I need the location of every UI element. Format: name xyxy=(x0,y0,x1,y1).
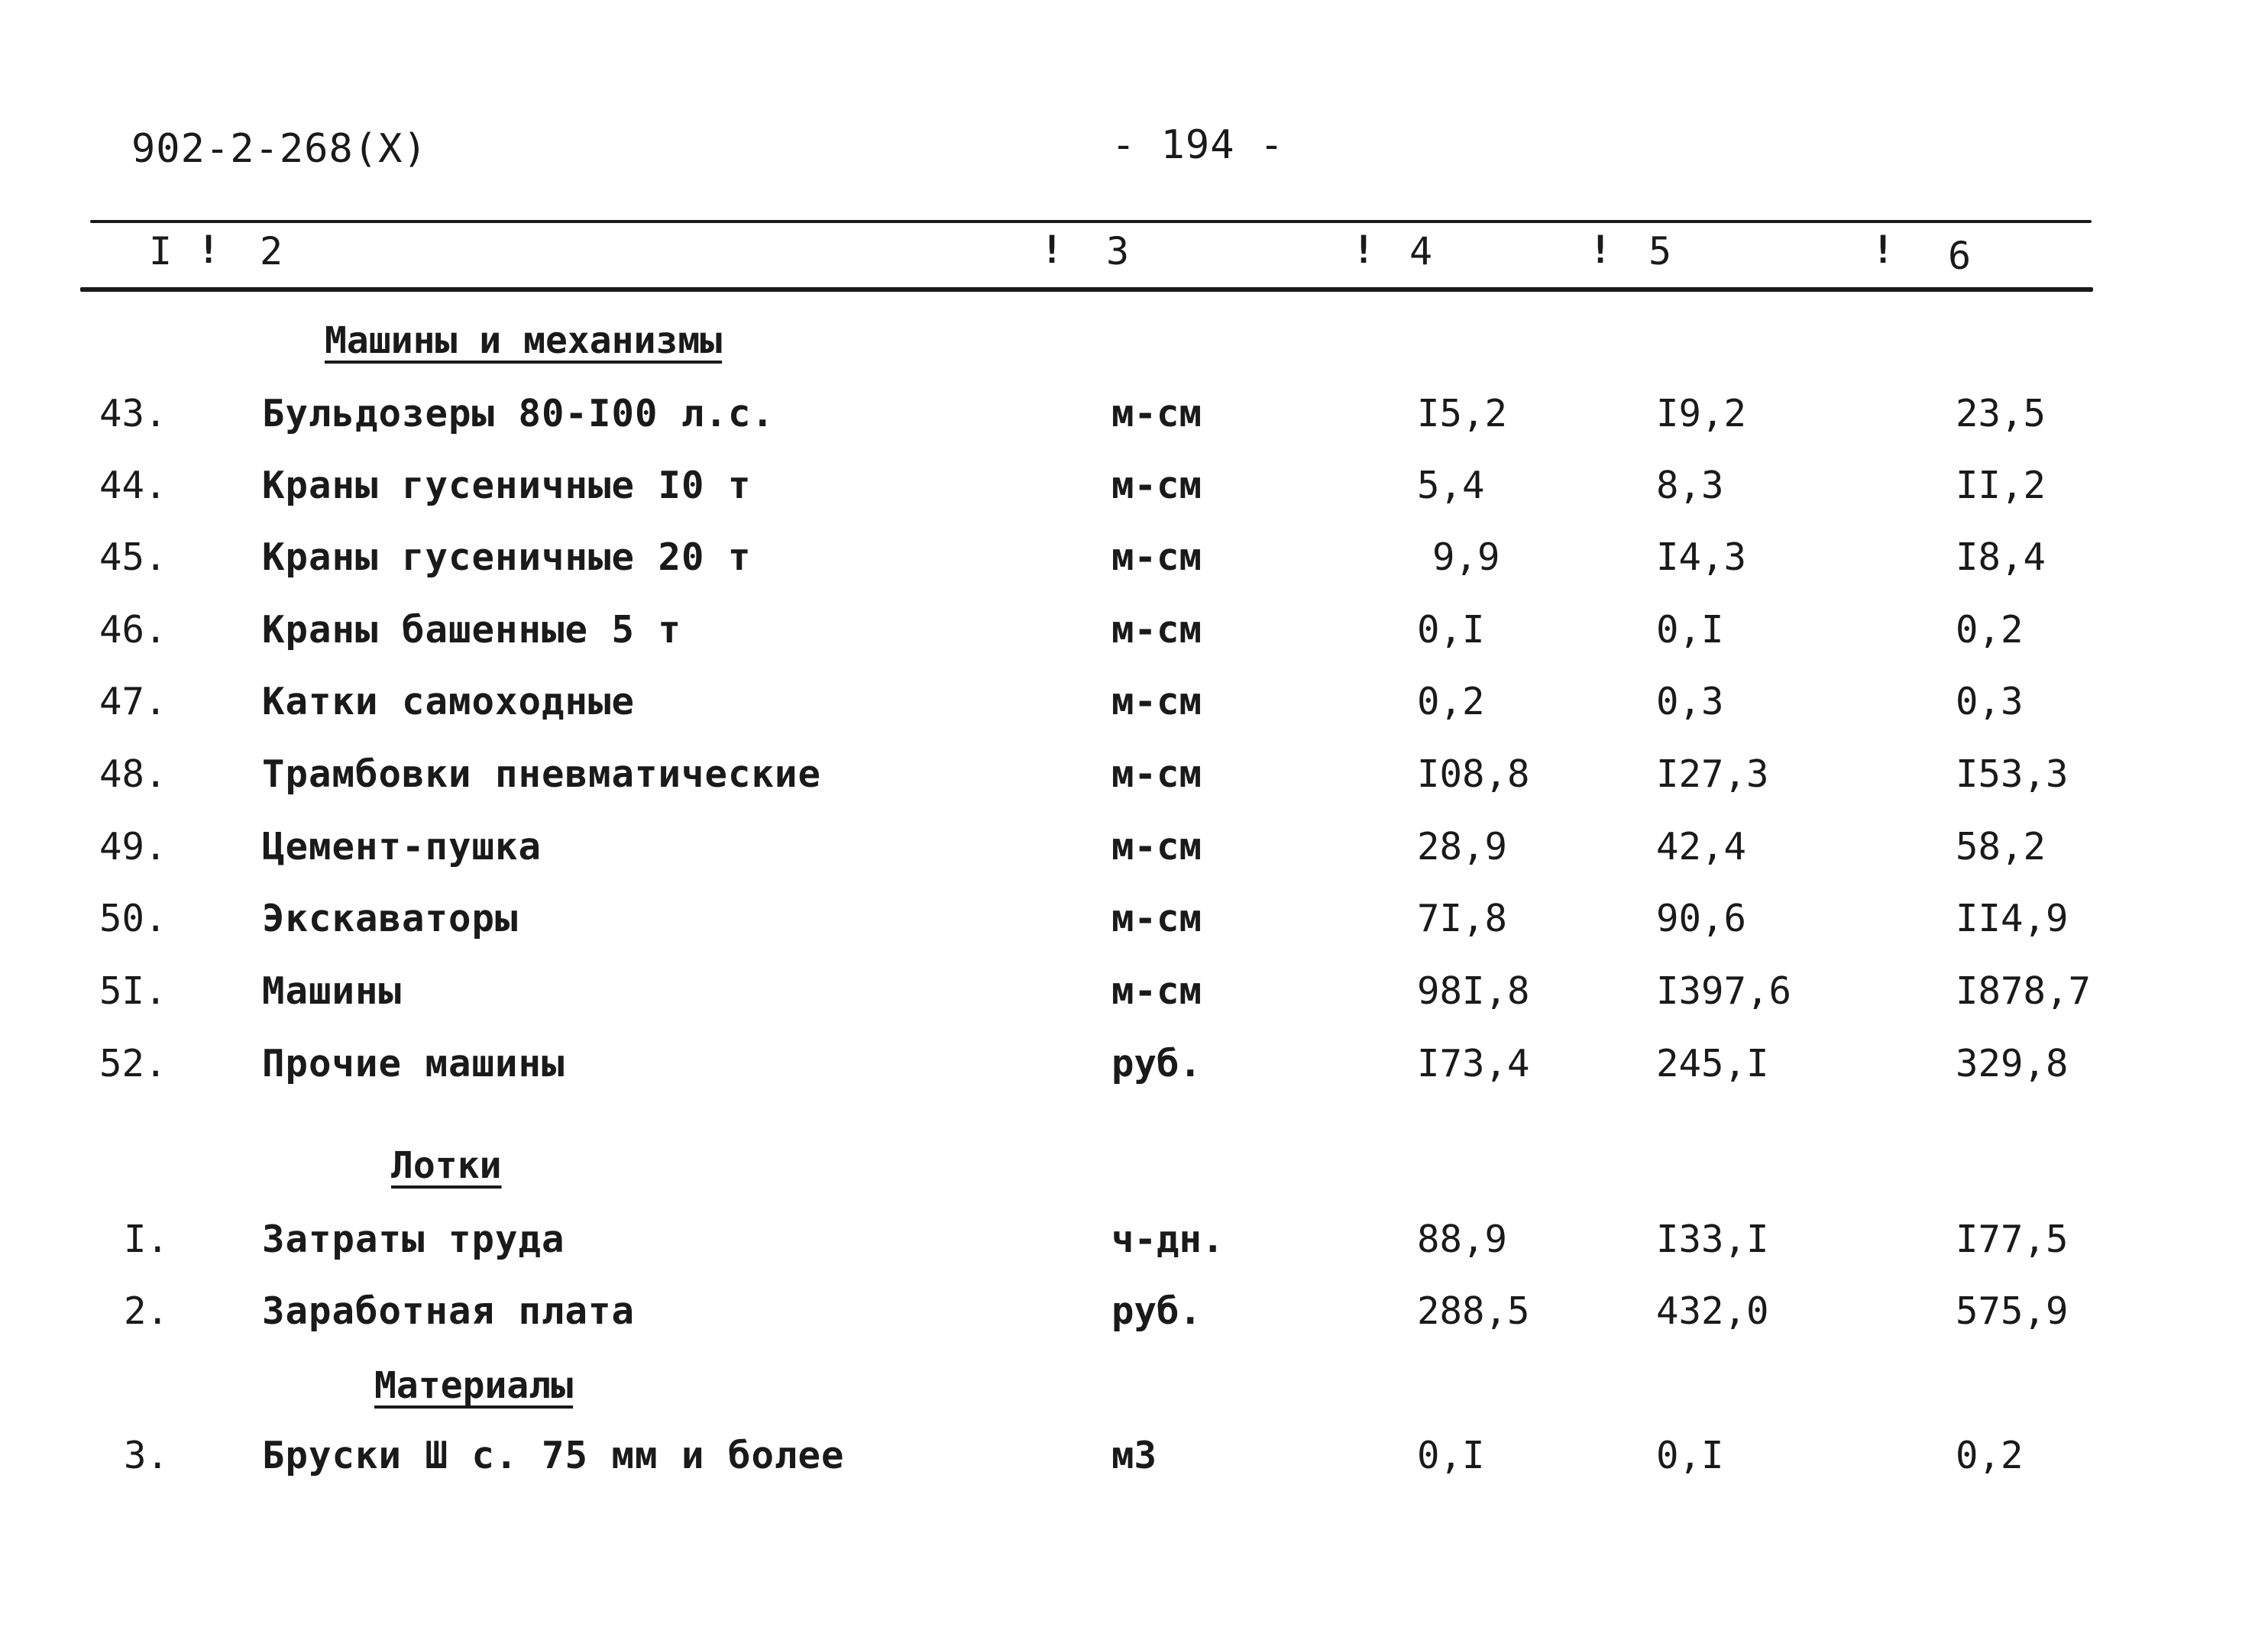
table-row xyxy=(0,897,2268,950)
row-value-col6: 23,5 xyxy=(1956,392,2046,435)
row-name: Бульдозеры 80-I00 л.с. xyxy=(262,392,775,435)
row-value-col5: 432,0 xyxy=(1656,1289,1769,1333)
row-unit: м-см xyxy=(1111,464,1202,507)
row-number: I. xyxy=(124,1218,170,1261)
row-value-col6: 0,3 xyxy=(1956,680,2024,723)
row-name: Бруски Ш с. 75 мм и более xyxy=(262,1434,845,1477)
column-header-4: 4 xyxy=(1409,229,1433,273)
row-number: 44. xyxy=(99,464,167,507)
row-unit: м-см xyxy=(1111,608,1202,652)
table-top-rule xyxy=(90,220,2092,223)
column-separator: ! xyxy=(1872,228,1895,272)
column-header-6: 6 xyxy=(1948,234,1972,278)
table-row xyxy=(0,1042,2268,1095)
document-code: 902-2-268(X) xyxy=(131,126,428,172)
column-separator: ! xyxy=(1589,228,1613,272)
row-value-col4: 9,9 xyxy=(1432,535,1500,579)
row-number: 47. xyxy=(99,680,167,723)
row-value-col6: 0,2 xyxy=(1956,608,2024,652)
section-title: Лотки xyxy=(391,1144,502,1187)
row-number: 52. xyxy=(99,1042,167,1085)
row-value-col4: 288,5 xyxy=(1417,1289,1530,1333)
row-value-col5: I397,6 xyxy=(1656,969,1792,1013)
row-value-col4: 0,I xyxy=(1417,608,1485,652)
row-value-col6: I8,4 xyxy=(1956,535,2046,579)
row-unit: м-см xyxy=(1111,392,1202,435)
row-value-col6: I53,3 xyxy=(1956,752,2069,796)
row-number: 3. xyxy=(124,1434,170,1477)
row-unit: м-см xyxy=(1111,897,1202,940)
row-value-col5: I33,I xyxy=(1656,1218,1769,1261)
table-row xyxy=(0,752,2268,806)
row-unit: ч-дн. xyxy=(1111,1218,1225,1261)
row-value-col5: 8,3 xyxy=(1656,464,1724,507)
table-row xyxy=(0,392,2268,445)
row-value-col4: 0,2 xyxy=(1417,680,1485,723)
row-value-col6: 58,2 xyxy=(1956,825,2046,868)
table-row xyxy=(0,1434,2268,1487)
row-number: 49. xyxy=(99,825,167,868)
table-row xyxy=(0,464,2268,517)
column-header-2: 2 xyxy=(260,229,283,273)
row-number: 2. xyxy=(124,1289,170,1333)
row-value-col6: 0,2 xyxy=(1956,1434,2024,1477)
row-name: Машины xyxy=(262,969,403,1013)
row-value-col5: I9,2 xyxy=(1656,392,1747,435)
row-number: 50. xyxy=(99,897,167,940)
column-separator: ! xyxy=(197,228,221,272)
table-row xyxy=(0,969,2268,1023)
row-value-col6: I878,7 xyxy=(1956,969,2092,1013)
row-value-col4: 88,9 xyxy=(1417,1218,1508,1261)
table-row xyxy=(0,1218,2268,1271)
row-value-col5: 0,I xyxy=(1656,1434,1724,1477)
column-header-1: I xyxy=(149,229,173,273)
row-value-col4: 0,I xyxy=(1417,1434,1485,1477)
column-separator: ! xyxy=(1040,228,1064,272)
table-row xyxy=(0,1289,2268,1343)
table-row xyxy=(0,825,2268,878)
row-name: Краны башенные 5 т xyxy=(262,608,682,652)
row-value-col6: 575,9 xyxy=(1956,1289,2069,1333)
table-header-rule xyxy=(80,287,2093,292)
row-unit: м-см xyxy=(1111,680,1202,723)
row-unit: руб. xyxy=(1111,1289,1202,1333)
row-value-col4: 98I,8 xyxy=(1417,969,1530,1013)
row-name: Затраты труда xyxy=(262,1218,565,1261)
row-value-col5: I27,3 xyxy=(1656,752,1769,796)
row-value-col4: I73,4 xyxy=(1417,1042,1530,1085)
row-unit: м-см xyxy=(1111,535,1202,579)
row-value-col4: 7I,8 xyxy=(1417,897,1508,940)
row-name: Трамбовки пневматические xyxy=(262,752,822,796)
table-row xyxy=(0,608,2268,661)
row-unit: м-см xyxy=(1111,825,1202,868)
row-number: 5I. xyxy=(99,969,167,1013)
row-name: Краны гусеничные 20 т xyxy=(262,535,752,579)
row-name: Заработная плата xyxy=(262,1289,636,1333)
row-number: 48. xyxy=(99,752,167,796)
table-row xyxy=(0,535,2268,589)
row-value-col5: I4,3 xyxy=(1656,535,1747,579)
row-value-col4: I08,8 xyxy=(1417,752,1530,796)
row-unit: м-см xyxy=(1111,752,1202,796)
row-value-col4: 28,9 xyxy=(1417,825,1508,868)
row-value-col6: II,2 xyxy=(1956,464,2046,507)
section-title: Материалы xyxy=(374,1364,574,1407)
row-unit: м3 xyxy=(1111,1434,1157,1477)
row-value-col5: 0,3 xyxy=(1656,680,1724,723)
row-name: Цемент-пушка xyxy=(262,825,542,868)
section-title: Машины и механизмы xyxy=(325,319,723,362)
row-unit: м-см xyxy=(1111,969,1202,1013)
table-row xyxy=(0,680,2268,733)
row-value-col6: 329,8 xyxy=(1956,1042,2069,1085)
row-value-col6: II4,9 xyxy=(1956,897,2069,940)
row-number: 46. xyxy=(99,608,167,652)
row-name: Катки самоходные xyxy=(262,680,636,723)
row-name: Прочие машины xyxy=(262,1042,565,1085)
column-header-3: 3 xyxy=(1106,229,1130,273)
row-number: 45. xyxy=(99,535,167,579)
row-number: 43. xyxy=(99,392,167,435)
row-value-col5: 90,6 xyxy=(1656,897,1747,940)
row-name: Экскаваторы xyxy=(262,897,519,940)
row-value-col5: 42,4 xyxy=(1656,825,1747,868)
row-value-col4: I5,2 xyxy=(1417,392,1508,435)
row-name: Краны гусеничные I0 т xyxy=(262,464,752,507)
row-value-col5: 245,I xyxy=(1656,1042,1769,1085)
page-number: - 194 - xyxy=(1111,122,1285,168)
column-separator: ! xyxy=(1352,228,1376,272)
row-value-col4: 5,4 xyxy=(1417,464,1485,507)
row-value-col5: 0,I xyxy=(1656,608,1724,652)
row-value-col6: I77,5 xyxy=(1956,1218,2069,1261)
row-unit: руб. xyxy=(1111,1042,1202,1085)
column-header-5: 5 xyxy=(1648,229,1672,273)
